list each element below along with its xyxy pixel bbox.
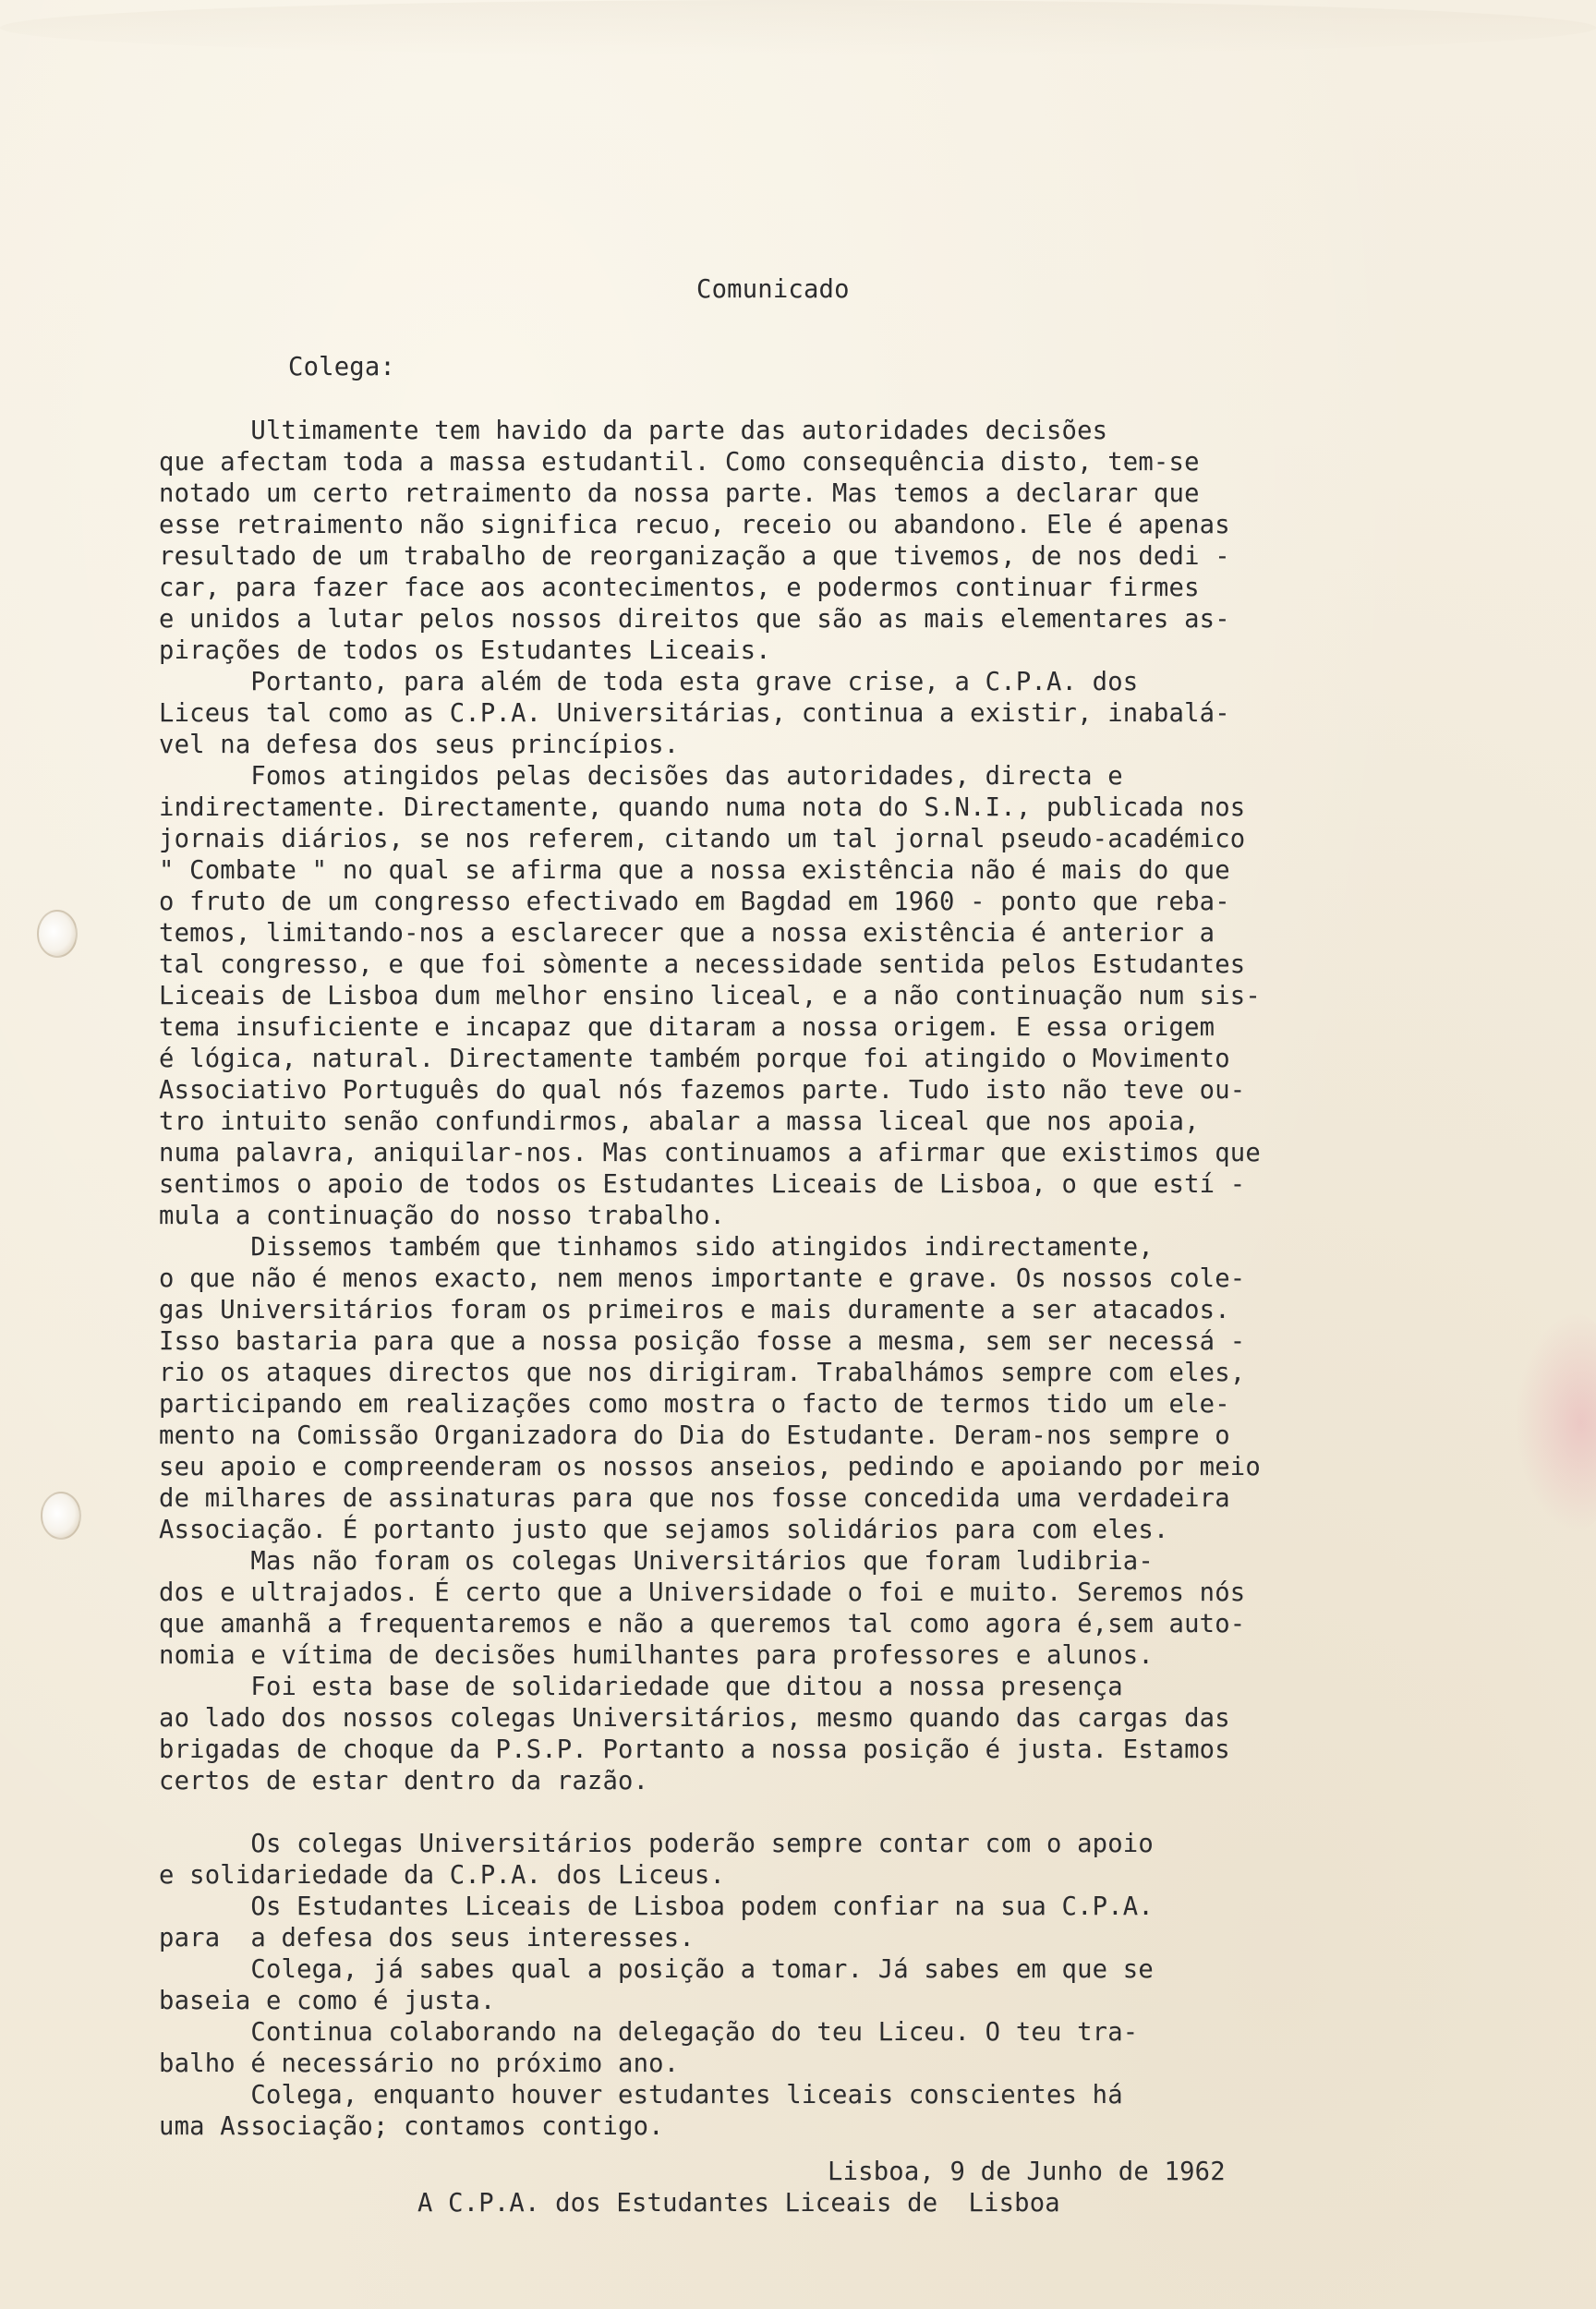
body-line: participando em realizações como mostra o facto de termos tido um ele- [159,1390,1230,1419]
punch-hole [37,910,78,958]
body-line: Ultimamente tem havido da parte das autoridades decisões [159,417,1108,445]
paper-stain [1515,1312,1596,1533]
body-line: Colega, já sabes qual a posição a tomar. Já sabes em que se [159,1955,1154,1984]
body-line: car, para fazer face aos acontecimentos, e podermos continuar firmes [159,574,1200,602]
body-line: brigadas de choque da P.S.P. Portanto a nossa posição é justa. Estamos [159,1735,1230,1764]
body-line: tema insuficiente e incapaz que ditaram a nossa origem. E essa origem [159,1013,1215,1042]
body-line: Os Estudantes Liceais de Lisboa podem confiar na sua C.P.A. [159,1892,1154,1921]
body-line: nomia e vítima de decisões humilhantes para professores e alunos. [159,1641,1154,1670]
body-line: o que não é menos exacto, nem menos importante e grave. Os nossos cole- [159,1264,1246,1293]
body-line: Fomos atingidos pelas decisões das autoridades, directa e [159,762,1123,791]
date-line: Lisboa, 9 de Junho de 1962 [828,2158,1226,2186]
body-line: e unidos a lutar pelos nossos direitos que são as mais elementares as- [159,605,1230,634]
body-line: Associação. É portanto justo que sejamos solidários para com eles. [159,1516,1169,1544]
body-line: numa palavra, aniquilar-nos. Mas continuamos a afirmar que existimos que [159,1139,1261,1167]
body-line: temos, limitando-nos a esclarecer que a nossa existência é anterior a [159,919,1215,948]
body-line: Colega, enquanto houver estudantes liceais conscientes há [159,2081,1123,2110]
body-line: " Combate " no qual se afirma que a nossa existência não é mais do que [159,856,1230,885]
document-title: Comunicado [696,275,850,304]
paper-stain [0,0,1596,55]
body-line: e solidariedade da C.P.A. dos Liceus. [159,1861,726,1890]
body-line: tro intuito senão confundirmos, abalar a massa liceal que nos apoia, [159,1107,1200,1136]
body-line: sentimos o apoio de todos os Estudantes Liceais de Lisboa, o que estí - [159,1170,1246,1199]
body-line: resultado de um trabalho de reorganização a que tivemos, de nos dedi - [159,542,1230,571]
body-line: baseia e como é justa. [159,1987,496,2015]
signature: A C.P.A. dos Estudantes Liceais de Lisboa [417,2189,1060,2218]
body-line: Liceais de Lisboa dum melhor ensino liceal, e a não continuação num sis- [159,982,1261,1010]
body-line: indirectamente. Directamente, quando numa nota do S.N.I., publicada nos [159,793,1246,822]
body-line: o fruto de um congresso efectivado em Bagdad em 1960 - ponto que reba- [159,888,1230,916]
body-line: Foi esta base de solidariedade que ditou a nossa presença [159,1673,1123,1701]
body-line: balho é necessário no próximo ano. [159,2049,680,2078]
body-line: notado um certo retraimento da nossa parte. Mas temos a declarar que [159,479,1200,508]
body-line: vel na defesa dos seus princípios. [159,731,680,759]
body-line: dos e ultrajados. É certo que a Universidade o foi e muito. Seremos nós [159,1578,1246,1607]
body-line: mento na Comissão Organizadora do Dia do Estudante. Deram-nos sempre o [159,1421,1230,1450]
body-line: Mas não foram os colegas Universitários que foram ludibria- [159,1547,1154,1576]
body-line: Liceus tal como as C.P.A. Universitárias, continua a existir, inabalá- [159,699,1230,728]
body-line: para a defesa dos seus interesses. [159,1924,695,1952]
body-line: de milhares de assinaturas para que nos fosse concedida uma verdadeira [159,1484,1230,1513]
body-line: Associativo Português do qual nós fazemos parte. Tudo isto não teve ou- [159,1076,1246,1105]
body-line: Os colegas Universitários poderão sempre contar com o apoio [159,1830,1154,1858]
body-line: Isso bastaria para que a nossa posição fosse a mesma, sem ser necessá - [159,1327,1246,1356]
body-line: pirações de todos os Estudantes Liceais. [159,636,771,665]
punch-hole [41,1492,81,1540]
body-line: certos de estar dentro da razão. [159,1767,649,1795]
body-line: Portanto, para além de toda esta grave crise, a C.P.A. dos [159,668,1139,696]
body-line: é lógica, natural. Directamente também porque foi atingido o Movimento [159,1045,1230,1073]
body-line: esse retraimento não significa recuo, receio ou abandono. Ele é apenas [159,511,1230,539]
body-line: que amanhã a frequentaremos e não a queremos tal como agora é,sem auto- [159,1610,1246,1638]
body-line: tal congresso, e que foi sòmente a necessidade sentida pelos Estudantes [159,950,1246,979]
salutation: Colega: [288,353,395,381]
body-line: Dissemos também que tinhamos sido atingidos indirectamente, [159,1233,1154,1262]
body-line: que afectam toda a massa estudantil. Como consequência disto, tem-se [159,448,1200,477]
body-line: uma Associação; contamos contigo. [159,2112,664,2141]
body-line: mula a continuação do nosso trabalho. [159,1202,726,1230]
body-line: gas Universitários foram os primeiros e mais duramente a ser atacados. [159,1296,1230,1324]
body-line: ao lado dos nossos colegas Universitários, mesmo quando das cargas das [159,1704,1230,1733]
body-line: jornais diários, se nos referem, citando um tal jornal pseudo-académico [159,825,1246,853]
body-line: Continua colaborando na delegação do teu Liceu. O teu tra- [159,2018,1139,2047]
body-line: seu apoio e compreenderam os nossos anseios, pedindo e apoiando por meio [159,1453,1261,1481]
body-line: rio os ataques directos que nos dirigiram. Trabalhámos sempre com eles, [159,1359,1246,1387]
